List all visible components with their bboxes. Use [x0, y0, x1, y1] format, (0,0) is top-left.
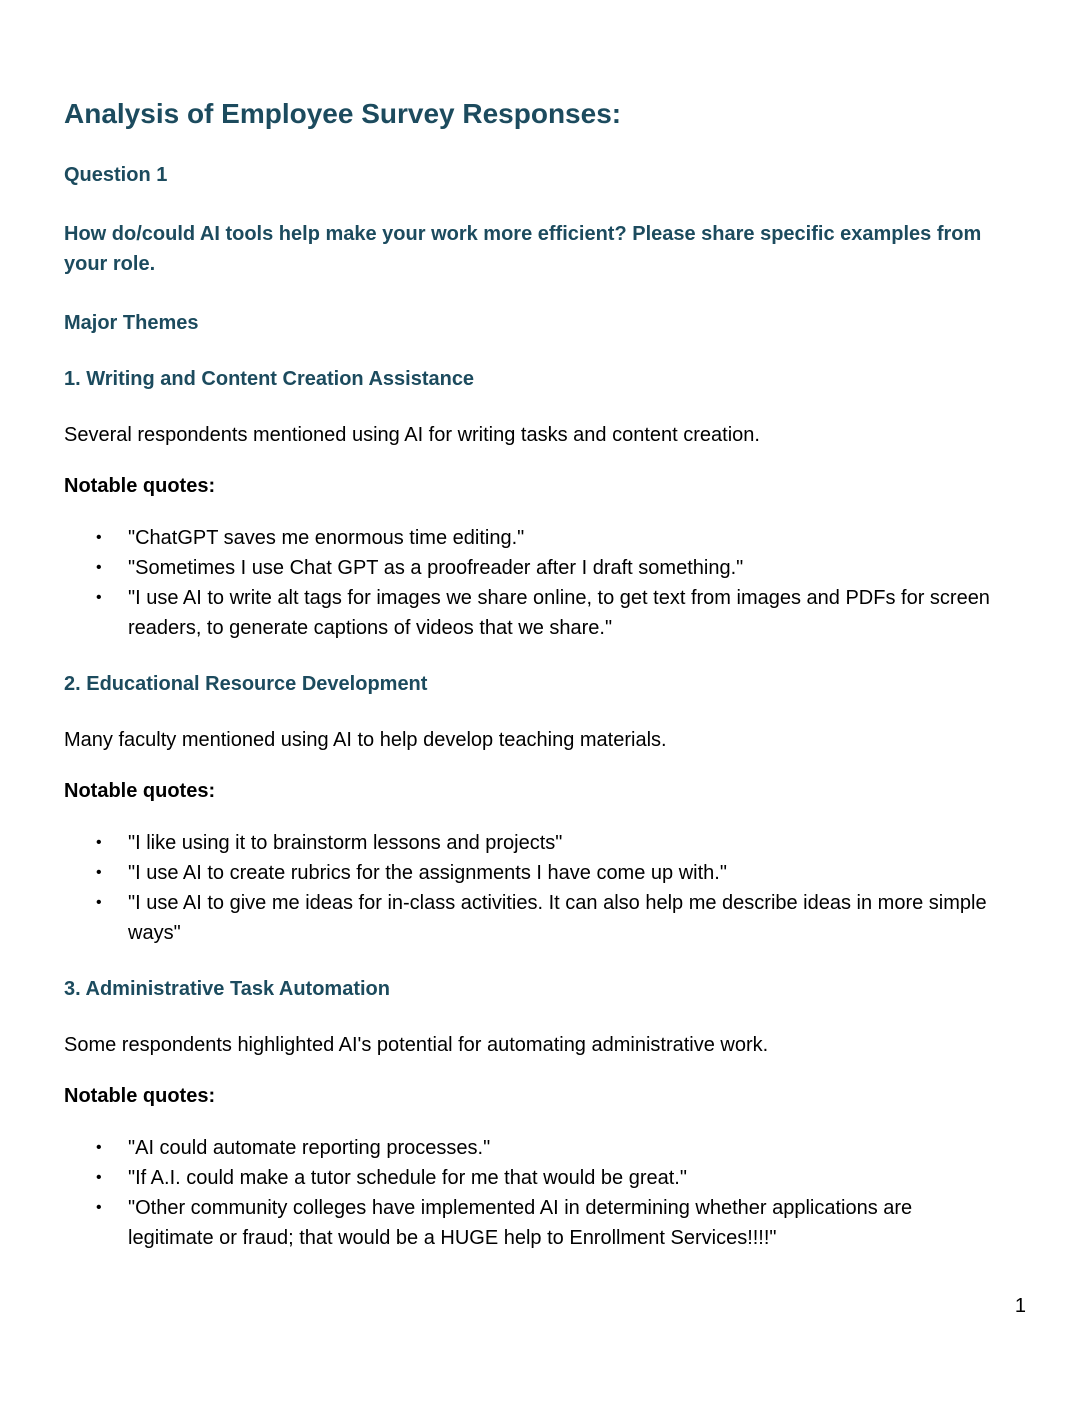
- bullet-icon: •: [96, 559, 102, 576]
- quote-list: [64, 523, 994, 643]
- bullet-icon: •: [96, 1169, 102, 1186]
- theme-section: [64, 364, 994, 643]
- quote-item: [64, 553, 994, 583]
- quote-list: [64, 1133, 994, 1253]
- quote-text: "I like using it to brainstorm lessons and projects": [128, 832, 563, 854]
- question-heading: Question 1: [64, 164, 168, 186]
- question-text: How do/could AI tools help make your work more efficient? Please share specific examples from your role.: [64, 223, 982, 275]
- page-number: 1: [1014, 1295, 1026, 1317]
- major-themes-heading: Major Themes: [64, 312, 199, 334]
- theme-heading: 3. Administrative Task Automation: [64, 978, 390, 1000]
- theme-section: [64, 669, 994, 948]
- quote-item: [64, 888, 994, 948]
- theme-section: [64, 974, 994, 1253]
- bullet-icon: •: [96, 894, 102, 911]
- quote-text: "ChatGPT saves me enormous time editing.": [128, 527, 525, 549]
- quote-item: [64, 1163, 994, 1193]
- bullet-icon: •: [96, 1139, 102, 1156]
- quote-text: "Other community colleges have implemented AI in determining whether applications are legitimate or fraud; that would be a HUGE help to Enrollment Services!!!!": [128, 1197, 913, 1249]
- theme-description: Several respondents mentioned using AI for writing tasks and content creation.: [64, 424, 760, 446]
- quote-item: [64, 858, 994, 888]
- bullet-icon: •: [96, 589, 102, 606]
- quote-text: "Sometimes I use Chat GPT as a proofreader after I draft something.": [128, 557, 744, 579]
- bullet-icon: •: [96, 864, 102, 881]
- document-page: [64, 94, 994, 1253]
- theme-heading: 2. Educational Resource Development: [64, 673, 428, 695]
- quote-text: "If A.I. could make a tutor schedule for me that would be great.": [128, 1167, 687, 1189]
- quote-text: "AI could automate reporting processes.": [128, 1137, 491, 1159]
- theme-description: Some respondents highlighted AI's potential for automating administrative work.: [64, 1034, 769, 1056]
- bullet-icon: •: [96, 834, 102, 851]
- quote-item: [64, 828, 994, 858]
- theme-heading: 1. Writing and Content Creation Assistance: [64, 368, 475, 390]
- quote-item: [64, 523, 994, 553]
- quote-item: [64, 1193, 994, 1253]
- theme-description: Many faculty mentioned using AI to help develop teaching materials.: [64, 729, 667, 751]
- quote-item: [64, 1133, 994, 1163]
- quote-text: "I use AI to give me ideas for in-class activities. It can also help me describe ideas in more simple ways": [128, 892, 987, 944]
- notable-quotes-label: Notable quotes:: [64, 780, 216, 802]
- quote-text: "I use AI to create rubrics for the assignments I have come up with.": [128, 862, 727, 884]
- bullet-icon: •: [96, 1199, 102, 1216]
- notable-quotes-label: Notable quotes:: [64, 475, 216, 497]
- document-title: Analysis of Employee Survey Responses:: [64, 98, 622, 129]
- quote-item: [64, 583, 994, 643]
- bullet-icon: •: [96, 529, 102, 546]
- quote-list: [64, 828, 994, 948]
- quote-text: "I use AI to write alt tags for images we share online, to get text from images and PDFs for screen readers, to generate captions of videos that we share.": [128, 587, 990, 639]
- notable-quotes-label: Notable quotes:: [64, 1085, 216, 1107]
